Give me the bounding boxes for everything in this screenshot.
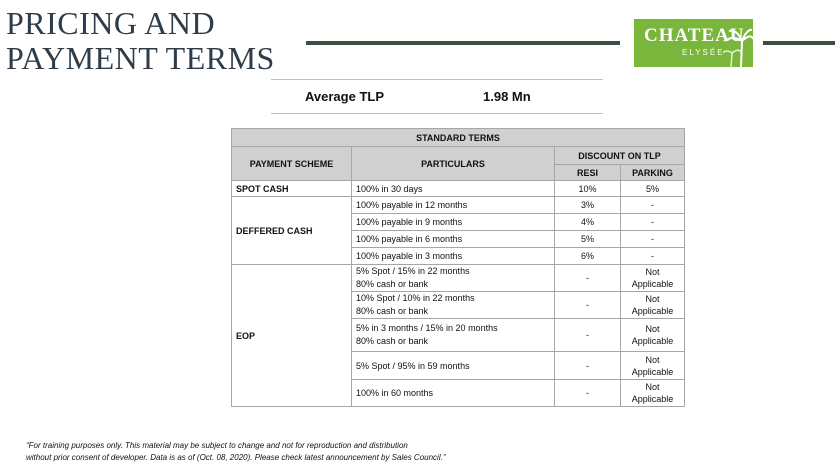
header-divider-left [306, 41, 620, 45]
parking-cell [621, 265, 685, 292]
resi-cell: 3% [555, 197, 621, 214]
logo-brand: CHATEAU [644, 25, 745, 46]
disclaimer-line-2: without prior consent of developer. Data is as of (Oct. 08, 2020). Please check latest announcement by Sales Council.” [26, 453, 446, 462]
parking-cell: 5% [621, 181, 685, 197]
tlp-divider-bottom [271, 113, 603, 114]
particulars-cell [352, 265, 555, 292]
resi-cell: - [555, 352, 621, 380]
disclaimer [26, 440, 445, 464]
particulars-cell: 5% Spot / 95% in 59 months [352, 352, 555, 380]
parking-line-2: Applicable [631, 336, 674, 346]
parking-line-2: Applicable [631, 394, 674, 404]
particulars-line-2: 80% cash or bank [356, 336, 429, 346]
particulars-cell [352, 319, 555, 352]
logo-sub: ELYSÉE [682, 48, 725, 57]
particulars-line-1: 5% in 3 months / 15% in 20 months [356, 323, 498, 333]
average-tlp-value: 1.98 Mn [483, 89, 531, 104]
parking-cell [621, 319, 685, 352]
parking-line-1: Not [645, 382, 660, 392]
parking-cell [621, 380, 685, 407]
parking-cell: - [621, 214, 685, 231]
resi-cell: 4% [555, 214, 621, 231]
disclaimer-line-1: “For training purposes only. This material may be subject to change and not for reproduction and distribution [26, 441, 408, 450]
parking-line-1: Not [645, 354, 660, 365]
parking-cell: - [621, 248, 685, 265]
table-row [232, 197, 685, 214]
page-title [6, 6, 275, 76]
particulars-line-1: 5% Spot / 15% in 22 months [356, 266, 470, 276]
particulars-cell: 100% in 30 days [352, 181, 555, 197]
parking-line-1: Not [645, 324, 660, 334]
title-line-1: PRICING AND [6, 5, 216, 41]
particulars-cell: 100% payable in 12 months [352, 197, 555, 214]
resi-cell: 5% [555, 231, 621, 248]
particulars-cell [352, 292, 555, 319]
table-row [232, 265, 685, 292]
parking-line-2: Applicable [631, 279, 674, 289]
parking-line-1: Not [645, 267, 660, 277]
resi-cell: 6% [555, 248, 621, 265]
table-row [232, 181, 685, 197]
parking-line-2: Applicable [631, 306, 674, 316]
particulars-cell: 100% in 60 months [352, 380, 555, 407]
resi-cell: - [555, 265, 621, 292]
tlp-divider-top [271, 79, 603, 80]
header-resi: RESI [555, 165, 621, 181]
standard-terms-table [231, 128, 685, 407]
palm-tree-icon [723, 27, 753, 67]
table-title: STANDARD TERMS [232, 129, 685, 147]
header-divider-right [763, 41, 835, 45]
resi-cell: - [555, 319, 621, 352]
resi-cell: - [555, 292, 621, 319]
header-discount-on-tlp: DISCOUNT ON TLP [555, 147, 685, 165]
parking-cell: - [621, 231, 685, 248]
particulars-line-2: 80% cash or bank [356, 306, 429, 316]
resi-cell: 10% [555, 181, 621, 197]
particulars-cell: 100% payable in 9 months [352, 214, 555, 231]
particulars-cell: 100% payable in 3 months [352, 248, 555, 265]
payment-scheme-cell: DEFFERED CASH [232, 197, 352, 265]
particulars-line-2: 80% cash or bank [356, 279, 429, 289]
parking-cell: - [621, 197, 685, 214]
header-parking: PARKING [621, 165, 685, 181]
header-particulars: PARTICULARS [352, 147, 555, 181]
particulars-line-1: 10% Spot / 10% in 22 months [356, 293, 475, 303]
title-line-2: PAYMENT TERMS [6, 40, 275, 76]
parking-cell [621, 352, 685, 380]
chateau-elysee-logo [634, 19, 753, 67]
parking-cell [621, 292, 685, 319]
header-payment-scheme: PAYMENT SCHEME [232, 147, 352, 181]
particulars-cell: 100% payable in 6 months [352, 231, 555, 248]
average-tlp-label: Average TLP [305, 89, 384, 104]
parking-line-1: Not [645, 294, 660, 304]
parking-line-2: Applicable [631, 366, 674, 377]
resi-cell: - [555, 380, 621, 407]
payment-scheme-cell: EOP [232, 265, 352, 407]
payment-scheme-cell: SPOT CASH [232, 181, 352, 197]
